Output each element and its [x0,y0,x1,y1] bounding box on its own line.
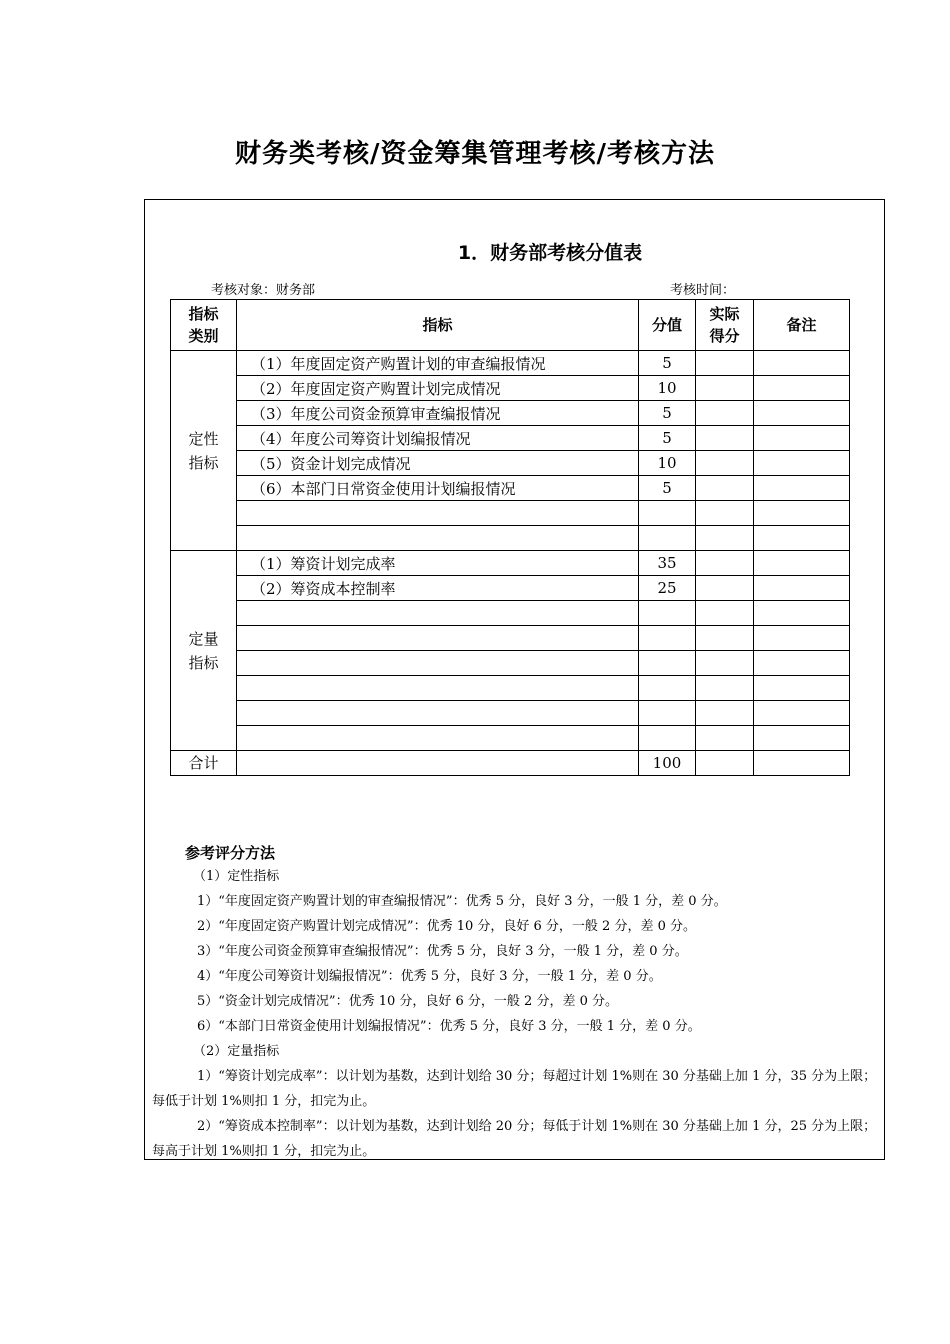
score-cell[interactable] [639,676,696,701]
note-cell[interactable] [754,601,850,626]
method-item: 6）“本部门日常资金使用计划编报情况”：优秀 5 分，良好 3 分，一般 1 分，差 0 分。 [197,1019,701,1034]
table-row [171,401,850,426]
note-cell[interactable] [754,526,850,551]
note-cell[interactable] [754,376,850,401]
note-cell[interactable] [754,701,850,726]
indicator-cell: （1）筹资计划完成率 [237,551,639,576]
table-row-empty [171,626,850,651]
score-cell[interactable] [639,651,696,676]
indicator-cell: （5）资金计划完成情况 [237,451,639,476]
table-row [171,351,850,376]
qual-heading: （1）定性指标 [193,869,280,884]
assessment-target: 考核对象：财务部 [211,283,316,298]
indicator-cell[interactable] [237,701,639,726]
actual-score-cell[interactable] [696,601,754,626]
total-score: 100 [639,751,696,776]
method-item: 2）“年度固定资产购置计划完成情况”：优秀 10 分，良好 6 分，一般 2 分，差 0 分。 [197,919,696,934]
method-item: 4）“年度公司筹资计划编报情况”：优秀 5 分，良好 3 分，一般 1 分，差 0 分。 [197,969,662,984]
actual-score-cell[interactable] [696,526,754,551]
note-cell[interactable] [754,401,850,426]
note-cell[interactable] [754,351,850,376]
score-cell: 5 [639,351,696,376]
table-row-empty [171,726,850,751]
score-cell: 25 [639,576,696,601]
note-cell[interactable] [754,501,850,526]
table-row-empty [171,676,850,701]
note-cell[interactable] [754,551,850,576]
score-cell[interactable] [639,701,696,726]
indicator-cell: （4）年度公司筹资计划编报情况 [237,426,639,451]
score-table [170,299,850,776]
header-actual: 实际得分 [696,300,754,351]
note-cell[interactable] [754,476,850,501]
table-row-empty [171,526,850,551]
indicator-cell: （2）年度固定资产购置计划完成情况 [237,376,639,401]
total-row [171,751,850,776]
indicator-cell: （3）年度公司资金预算审查编报情况 [237,401,639,426]
method-item: 1）“年度固定资产购置计划的审查编报情况”：优秀 5 分，良好 3 分，一般 1 分，差 0 分。 [197,894,727,909]
score-cell[interactable] [639,726,696,751]
table-row-empty [171,501,850,526]
method-body [152,864,880,1164]
score-cell: 10 [639,451,696,476]
indicator-cell [237,751,639,776]
score-cell: 35 [639,551,696,576]
note-cell[interactable] [754,676,850,701]
table-row [171,426,850,451]
header-category: 指标类别 [171,300,237,351]
method-title: 参考评分方法 [185,844,276,862]
actual-score-cell[interactable] [696,451,754,476]
note-cell[interactable] [754,576,850,601]
note-cell[interactable] [754,651,850,676]
category-quantitative: 定量指标 [171,551,237,751]
category-qualitative: 定性指标 [171,351,237,551]
actual-score-cell[interactable] [696,351,754,376]
score-cell[interactable] [639,601,696,626]
header-score: 分值 [639,300,696,351]
table-row-empty [171,701,850,726]
score-cell: 5 [639,426,696,451]
assessment-time: 考核时间： [670,283,736,298]
actual-score-cell[interactable] [696,701,754,726]
score-cell[interactable] [639,501,696,526]
method-item: 3）“年度公司资金预算审查编报情况”：优秀 5 分，良好 3 分，一般 1 分，差 0 分。 [197,944,688,959]
indicator-cell[interactable] [237,651,639,676]
actual-score-cell[interactable] [696,626,754,651]
table-title: 1．财务部考核分值表 [457,242,643,264]
method-item: 5）“资金计划完成情况”：优秀 10 分，良好 6 分，一般 2 分，差 0 分。 [197,994,618,1009]
actual-score-cell[interactable] [696,376,754,401]
actual-score-cell[interactable] [696,501,754,526]
indicator-cell: （2）筹资成本控制率 [237,576,639,601]
score-cell[interactable] [639,526,696,551]
note-cell[interactable] [754,726,850,751]
table-row-empty [171,651,850,676]
indicator-cell[interactable] [237,501,639,526]
quant-heading: （2）定量指标 [193,1044,280,1059]
indicator-cell[interactable] [237,526,639,551]
table-row [171,476,850,501]
score-cell: 5 [639,401,696,426]
actual-score-cell[interactable] [696,651,754,676]
table-header-row [171,300,850,351]
indicator-cell[interactable] [237,626,639,651]
actual-score-cell[interactable] [696,576,754,601]
page-title: 财务类考核/资金筹集管理考核/考核方法 [235,139,715,169]
actual-score-cell[interactable] [696,676,754,701]
table-row-empty [171,601,850,626]
actual-score-cell[interactable] [696,401,754,426]
actual-score-cell[interactable] [696,476,754,501]
score-cell: 10 [639,376,696,401]
actual-score-cell[interactable] [696,426,754,451]
method-item: 2）“筹资成本控制率”：以计划为基数，达到计划给 20 分；每低于计划 1%则在 30 分基础上加 1 分，25 分为上限；每高于计划 1%则扣 1 分，扣完为止。 [152,1119,877,1159]
actual-score-cell[interactable] [696,751,754,776]
method-item: 1）“筹资计划完成率”：以计划为基数，达到计划给 30 分；每超过计划 1%则在 30 分基础上加 1 分，35 分为上限；每低于计划 1%则扣 1 分，扣完为止。 [152,1069,877,1109]
actual-score-cell[interactable] [696,726,754,751]
indicator-cell: （6）本部门日常资金使用计划编报情况 [237,476,639,501]
note-cell[interactable] [754,751,850,776]
indicator-cell[interactable] [237,601,639,626]
table-row [171,376,850,401]
table-row [171,551,850,576]
header-indicator: 指标 [237,300,639,351]
note-cell[interactable] [754,451,850,476]
note-cell[interactable] [754,426,850,451]
table-row [171,576,850,601]
indicator-cell[interactable] [237,676,639,701]
note-cell[interactable] [754,626,850,651]
score-cell[interactable] [639,626,696,651]
header-note: 备注 [754,300,850,351]
total-label: 合计 [171,751,237,776]
indicator-cell: （1）年度固定资产购置计划的审查编报情况 [237,351,639,376]
actual-score-cell[interactable] [696,551,754,576]
score-cell: 5 [639,476,696,501]
table-row [171,451,850,476]
indicator-cell[interactable] [237,726,639,751]
